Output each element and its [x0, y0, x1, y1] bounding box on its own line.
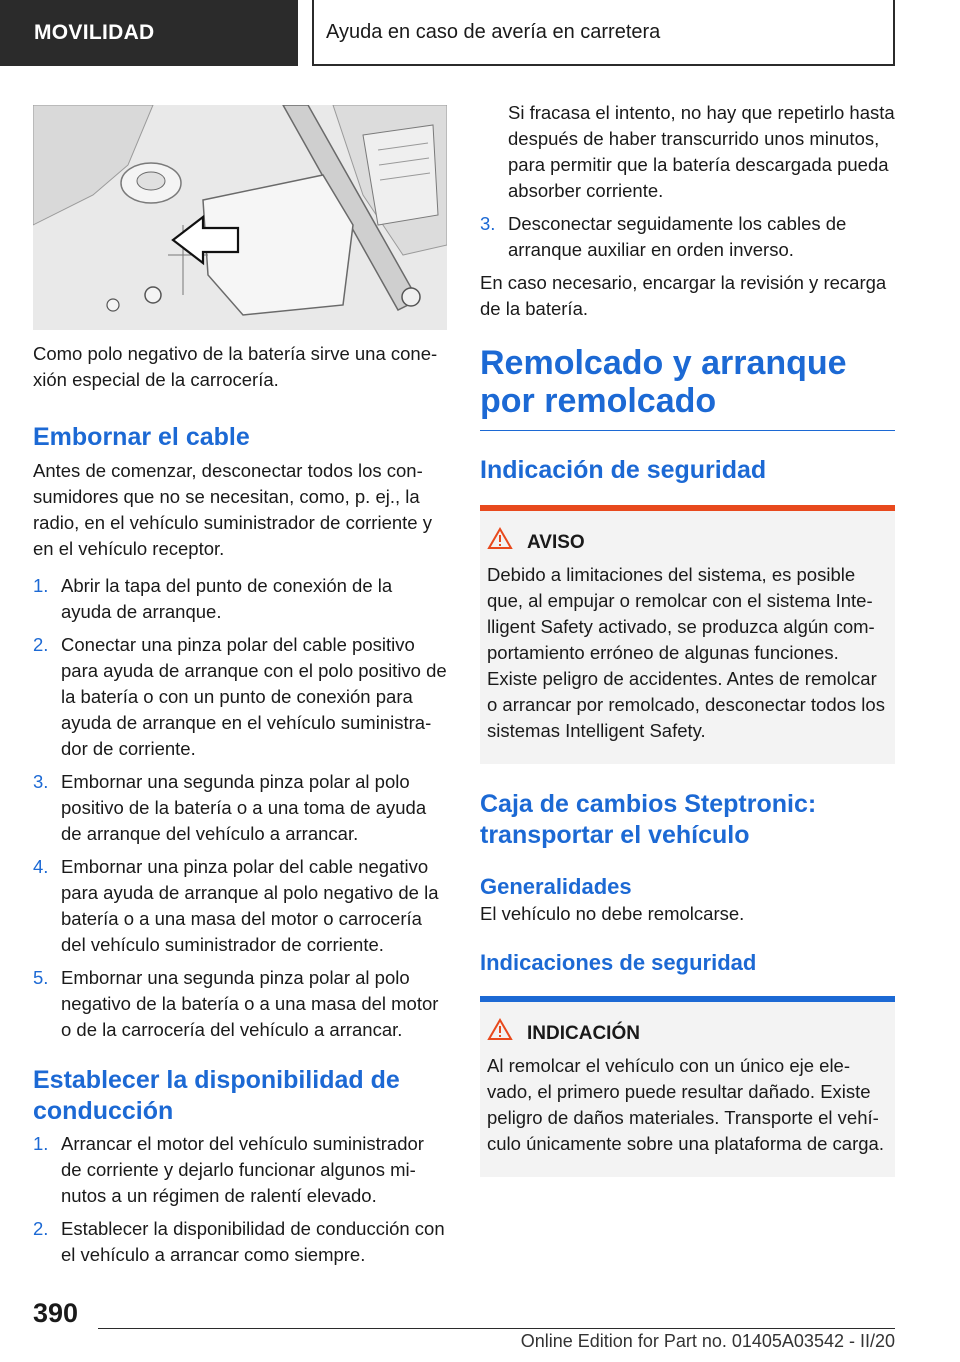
revision-text: En caso necesario, encargar la revisión y recarga de la batería. — [480, 272, 887, 319]
list-item: 3. Embornar una segunda pinza polar al polo positivo de la batería o a una toma de ayuda de arranque del vehículo a arrancar. — [33, 771, 427, 844]
list-item: 1. Arrancar el motor del vehículo suministrador de corriente y dejarlo funcionar algunos minutos a un régimen de ralentí elevado. — [33, 1133, 424, 1206]
list-item: 1. Abrir la tapa del punto de conexión de la ayuda de arranque. — [33, 575, 393, 622]
page-header — [0, 0, 960, 66]
warning-title: AVISO — [527, 531, 585, 553]
caution-notice — [480, 996, 895, 1177]
continued-step-text: Si fracasa el intento, no hay que repetirlo hasta después de haber transcurrido unos minutos, para permitir que la batería descargada pueda absorber corriente. — [508, 102, 895, 201]
warning-notice — [480, 505, 895, 764]
heading-indicacion-seguridad: Indicación de seguridad — [480, 456, 767, 484]
disponibilidad-steps — [33, 1131, 447, 1268]
continued-steps — [480, 211, 895, 263]
section-rule — [480, 430, 895, 431]
heading-indicaciones-seguridad: Indicaciones de seguridad — [480, 950, 757, 975]
list-item: 4. Embornar una pinza polar del cable negativo para ayuda de arranque al polo negativo de la batería o a una masa del motor o carrocería del vehículo suministrador de corriente. — [33, 856, 439, 955]
embornar-intro: Antes de comenzar, desconectar todos los consumidores que no se necesitan, como, p. ej., la radio, en el vehículo suministrador de corriente y en el vehículo receptor. — [33, 460, 432, 559]
page-number: 390 — [33, 1298, 79, 1328]
generalidades-text: El vehículo no debe remolcarse. — [480, 903, 745, 924]
heading-remolcado: Remolcado y arranque por remolcado — [480, 344, 847, 420]
figure-caption: Como polo negativo de la batería sirve una conexión especial de la carrocería. — [33, 343, 438, 390]
heading-disponibilidad: Establecer la disponibilidad de conducción — [33, 1066, 400, 1125]
embornar-steps — [33, 573, 447, 1043]
caution-bar — [480, 996, 895, 1002]
chapter-title: Ayuda en caso de avería en carretera — [312, 0, 895, 66]
section-label: MOVILIDAD — [0, 0, 298, 66]
left-column — [33, 100, 447, 1275]
caution-triangle-icon — [487, 1018, 527, 1049]
edition-text: Online Edition for Part no. 01405A03542 - II/20 — [520, 1331, 895, 1351]
list-item: 2. Establecer la disponibilidad de conducción con el vehículo a arrancar como siempre. — [33, 1218, 445, 1265]
heading-embornar: Embornar el cable — [33, 423, 250, 451]
footer-rule — [98, 1328, 895, 1329]
warning-triangle-icon — [487, 527, 527, 558]
warning-bar — [480, 505, 895, 511]
engine-bay-illustration — [33, 105, 447, 330]
warning-text: Debido a limitaciones del sistema, es posible que, al empujar o remolcar con el sistema Intelligent Safety activado, se produzca algún comportamiento erróneo de algunas funciones. Existe peligro de accidentes. Antes de remolcar o arrancar por remolcado, desconectar todos los sistemas Intelligent Safety. — [487, 564, 885, 741]
heading-caja-cambios: Caja de cambios Steptronic: transportar el vehículo — [480, 790, 817, 849]
engine-bay-drawing — [33, 105, 447, 330]
list-item: 5. Embornar una segunda pinza polar al polo negativo de la batería o a una masa del motor o de la carrocería del vehículo a arrancar. — [33, 967, 439, 1040]
right-column — [480, 100, 895, 1177]
list-item: 3. Desconectar seguidamente los cables de arranque auxiliar en orden inverso. — [480, 213, 847, 260]
caution-title: INDICACIÓN — [527, 1022, 640, 1044]
caution-text: Al remolcar el vehículo con un único eje elevado, el primero puede resultar dañado. Existe peligro de daños materiales. Transporte el vehículo únicamente sobre una plataforma de carga. — [487, 1055, 884, 1154]
list-item: 2. Conectar una pinza polar del cable positivo para ayuda de arranque con el polo positivo de la batería o con un punto de conexión para ayuda de arranque en el vehículo suministrador de corriente. — [33, 634, 447, 759]
heading-generalidades: Generalidades — [480, 874, 632, 899]
